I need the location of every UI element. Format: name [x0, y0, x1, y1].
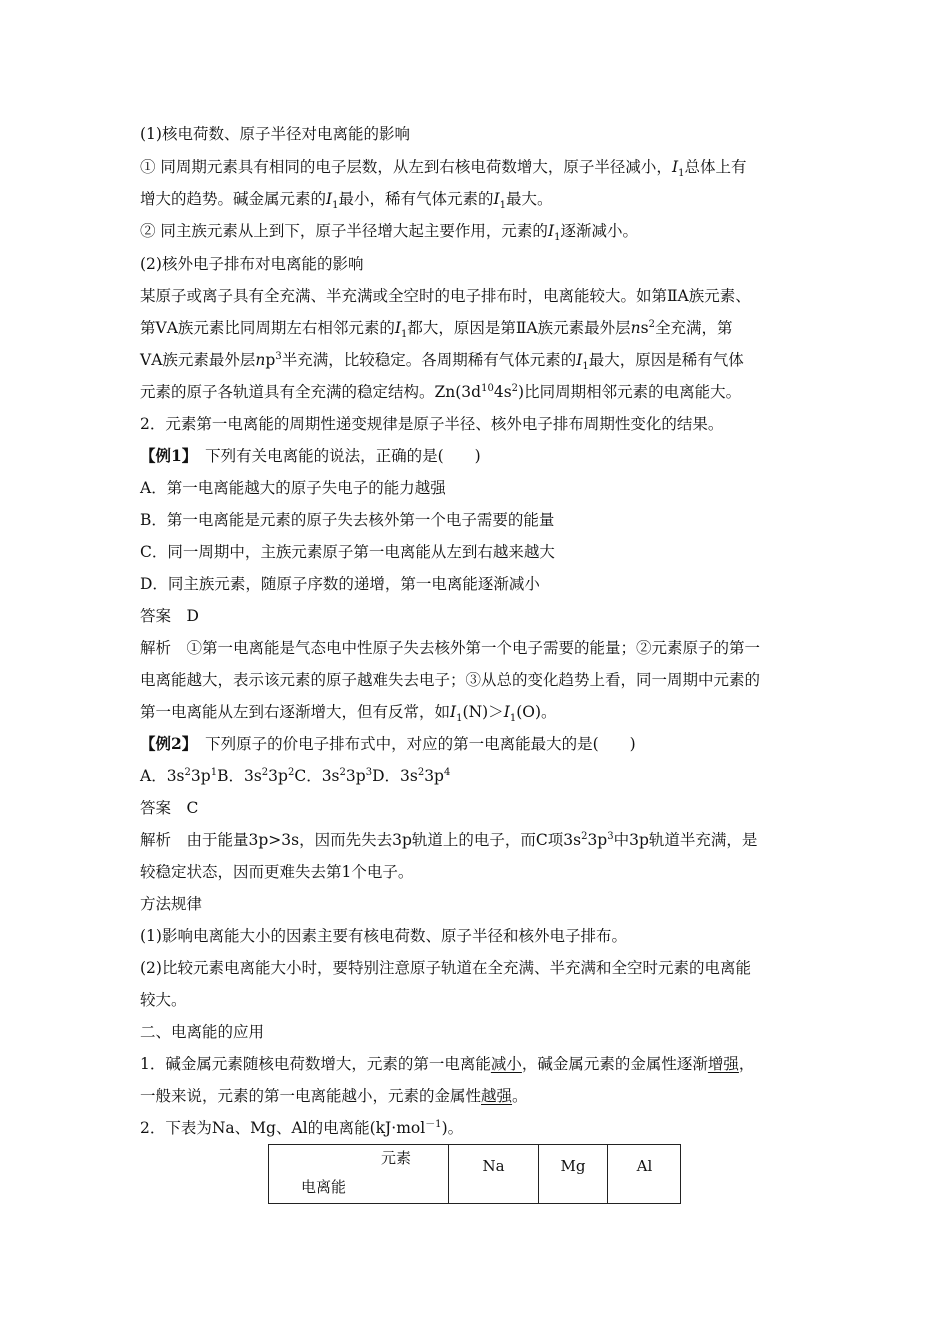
- example2-question: 【例2】 下列原子的价电子排布式中，对应的第一电离能最大的是( ): [140, 734, 636, 753]
- example1-option-b: B．第一电离能是元素的原子失去核外第一个电子需要的能量: [140, 511, 555, 529]
- example1-answer: 答案 D: [140, 607, 199, 625]
- method-rule1: (1)影响电离能大小的因素主要有核电荷数、原子半径和核外电子排布。: [140, 927, 627, 945]
- part2-point2: 2．下表为Na、Mg、Al的电离能(kJ·mol$^{-1}$)。: [140, 1118, 464, 1137]
- table-col-al: Al: [636, 1157, 653, 1175]
- method-title: 方法规律: [140, 895, 203, 913]
- example2-analysis-line2: 较稳定状态，因而更难失去第1个电子。: [140, 863, 414, 881]
- table-col-mg: Mg: [560, 1157, 586, 1175]
- method-rule2-line2: 较大。: [140, 991, 187, 1009]
- example1-question: 【例1】 下列有关电离能的说法，正确的是( ): [140, 446, 481, 465]
- table-header-element: 元素: [381, 1149, 412, 1167]
- section1-point1-line1: ① 同周期元素具有相同的电子层数，从左到右核电荷数增大，原子半径减小，$I_1$总体上有: [140, 158, 747, 180]
- section2-line1: 某原子或离子具有全充满、半充满或全空时的电子排布时，电离能较大。如第ⅡA族元素、: [140, 287, 751, 305]
- section1-heading: (1)核电荷数、原子半径对电离能的影响: [140, 125, 410, 143]
- table-col-na: Na: [482, 1157, 505, 1175]
- part2-point1-line2: 一般来说，元素的第一电离能越小，元素的金属性越强。: [140, 1087, 528, 1105]
- section2-heading: (2)核外电子排布对电离能的影响: [140, 255, 364, 273]
- section1-point2: ② 同主族元素从上到下，原子半径增大起主要作用，元素的$I_1$逐渐减小。: [140, 222, 638, 244]
- part2-point1-line1: 1．碱金属元素随核电荷数增大，元素的第一电离能减小，碱金属元素的金属性逐渐增强，: [140, 1055, 755, 1073]
- example1-analysis-line1: 解析 ①第一电离能是气态电中性原子失去核外第一个电子需要的能量；②元素原子的第一: [140, 639, 761, 657]
- example1-option-a: A．第一电离能越大的原子失电子的能力越强: [140, 479, 446, 497]
- ionization-energy-table: [268, 1144, 681, 1204]
- section2-line4: 元素的原子各轨道具有全充满的稳定结构。$Zn(3d^{10}4s^2)$比同周期相邻元素的电离能大。: [140, 382, 742, 401]
- example2-options: A．$3s^23p^1B$．$3s^23p^2C$．$3s^23p^3D$．$3s^23p^4$: [140, 766, 451, 785]
- method-rule2-line1: (2)比较元素电离能大小时，要特别注意原子轨道在全充满、半充满和全空时元素的电离能: [140, 959, 751, 977]
- example1-analysis-line3: 第一电离能从左到右逐渐增大，但有反常，如$I_1(N)>I_1(O)$。: [140, 703, 557, 725]
- section1-point1-line2: 增大的趋势。碱金属元素的$I_1$最小，稀有气体元素的$I_1$最大。: [140, 190, 553, 212]
- part2-title: 二、电离能的应用: [140, 1023, 265, 1041]
- point2-text: 2．元素第一电离能的周期性递变规律是原子半径、核外电子排布周期性变化的结果。: [140, 415, 724, 433]
- example2-answer: 答案 C: [140, 799, 199, 817]
- table-header-energy: 电离能: [301, 1178, 347, 1196]
- section2-line2: 第ⅤA族元素比同周期左右相邻元素的$I_1$都大，原因是第ⅡA族元素最外层$ns^2$全充满，第: [140, 318, 733, 341]
- section2-line3: ⅤA族元素最外层$np^3$半充满，比较稳定。各周期稀有气体元素的$I_1$最大，原因是稀有气体: [140, 350, 744, 373]
- example1-option-d: D．同主族元素，随原子序数的递增，第一电离能逐渐减小: [140, 575, 540, 593]
- example1-analysis-line2: 电离能越大，表示该元素的原子越难失去电子；③从总的变化趋势上看，同一周期中元素的: [140, 671, 761, 689]
- example1-option-c: C．同一周期中，主族元素原子第一电离能从左到右越来越大: [140, 543, 555, 561]
- example2-analysis-line1: 解析 由于能量3p>3s，因而先失去3p轨道上的电子，而C项$3s^23p^3$中3p轨道半充满，是: [140, 830, 758, 849]
